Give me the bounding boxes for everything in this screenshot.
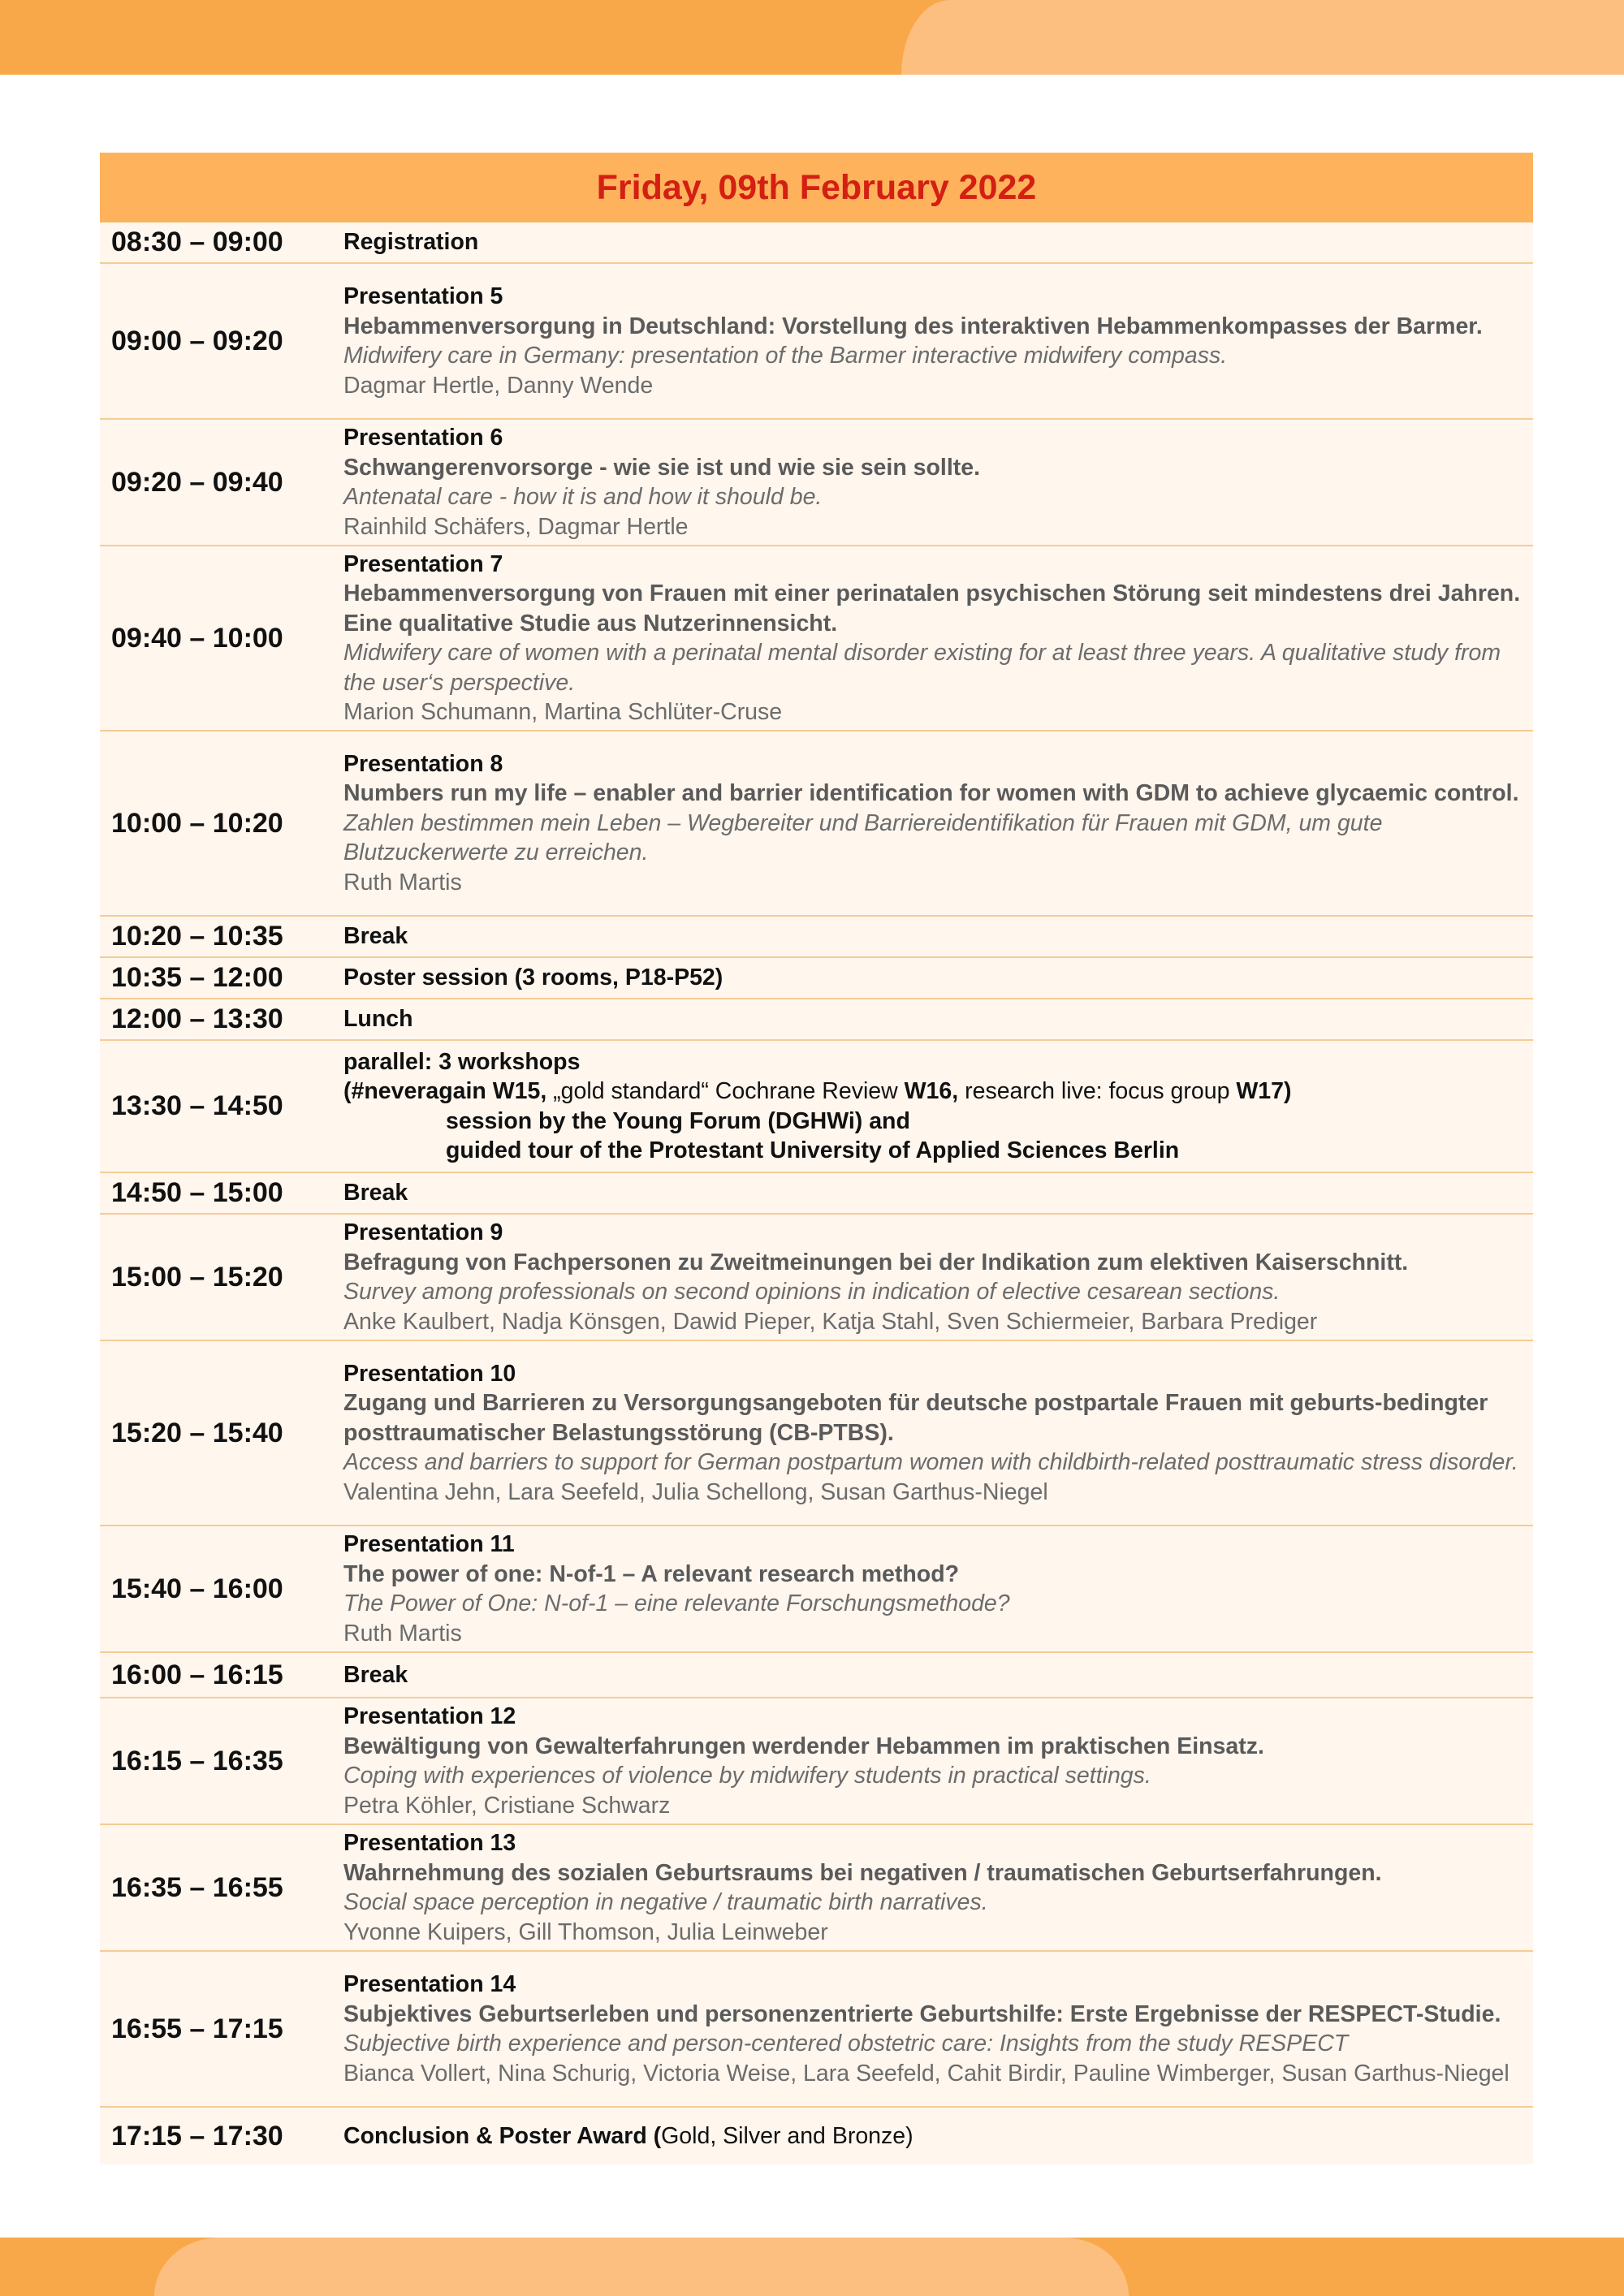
presentation-authors: Anke Kaulbert, Nadja Könsgen, Dawid Pieper, Katja Stahl, Sven Schiermeier, Barbara Prediger <box>343 1308 1318 1335</box>
presentation-authors: Rainhild Schäfers, Dagmar Hertle <box>343 513 689 540</box>
session-content <box>343 1215 1533 1340</box>
session-content <box>343 1825 1533 1950</box>
time-slot: 10:20 – 10:35 <box>111 921 283 952</box>
time-slot: 15:00 – 15:20 <box>111 1261 283 1293</box>
schedule-row-presentation-13 <box>100 1825 1533 1952</box>
presentation-title: Bewältigung von Gewalterfahrungen werdender Hebammen im praktischen Einsatz. <box>343 1733 1264 1759</box>
session-text: Registration <box>343 229 479 256</box>
presentation-translation: Survey among professionals on second opinions in indication of elective cesarean sections. <box>343 1279 1281 1305</box>
presentation-translation: Midwifery care in Germany: presentation of the Barmer interactive midwifery compass. <box>343 343 1228 369</box>
presentation-label: Presentation 11 <box>343 1531 515 1557</box>
top-decorative-band <box>0 0 1624 75</box>
presentation-authors: Ruth Martis <box>343 1620 462 1646</box>
award-categories: Gold, Silver and Bronze) <box>661 2122 914 2149</box>
schedule-row-break-3 <box>100 1653 1533 1698</box>
time-slot: 10:00 – 10:20 <box>111 807 283 839</box>
schedule-row-registration <box>100 222 1533 264</box>
session-content <box>343 278 1533 404</box>
presentation-authors: Valentina Jehn, Lara Seefeld, Julia Schellong, Susan Garthus-Niegel <box>343 1478 1048 1505</box>
time-slot: 16:55 – 17:15 <box>111 2013 283 2044</box>
time-slot: 15:40 – 16:00 <box>111 1573 283 1604</box>
conclusion-label: Conclusion & Poster Award ( <box>343 2122 662 2149</box>
workshops-list <box>343 1077 1525 1107</box>
presentation-authors: Petra Köhler, Cristiane Schwarz <box>343 1792 671 1819</box>
time-slot: 08:30 – 09:00 <box>111 227 283 257</box>
session-content <box>343 420 1533 545</box>
presentation-translation: The Power of One: N-of-1 – eine relevante Forschungsmethode? <box>343 1590 1010 1616</box>
time-slot: 15:20 – 15:40 <box>111 1417 283 1448</box>
schedule-row-conclusion <box>100 2108 1533 2164</box>
bottom-decorative-band <box>0 2238 1624 2296</box>
top-band-shade <box>901 0 1624 75</box>
time-slot: 10:35 – 12:00 <box>111 962 283 993</box>
session-content <box>343 1966 1533 2091</box>
session-text <box>343 2121 1533 2151</box>
schedule-row-presentation-6 <box>100 420 1533 546</box>
presentation-title: Zugang und Barrieren zu Versorgungsangeboten für deutsche postpartale Frauen mit geburts-bedingter posttraumatischer Belastungsstörung (CB-PTBS). <box>343 1390 1488 1446</box>
presentation-title: Befragung von Fachpersonen zu Zweitmeinungen bei der Indikation zum elektiven Kaiserschnitt. <box>343 1249 1409 1275</box>
presentation-authors: Marion Schumann, Martina Schlüter-Cruse <box>343 699 783 725</box>
workshop-w16-text: „gold standard“ Cochrane Review <box>546 1078 905 1104</box>
schedule-row-lunch <box>100 999 1533 1041</box>
schedule-row-workshops <box>100 1041 1533 1173</box>
presentation-label: Presentation 7 <box>343 550 503 577</box>
workshops-heading: parallel: 3 workshops <box>343 1048 581 1075</box>
time-slot: 09:20 – 09:40 <box>111 466 283 498</box>
presentation-label: Presentation 6 <box>343 425 503 451</box>
presentation-title: Hebammenversorgung von Frauen mit einer perinatalen psychischen Störung seit mindestens drei Jahren. Eine qualitative Studie aus Nutzerinnensicht. <box>343 580 1521 637</box>
presentation-translation: Access and barriers to support for German postpartum women with childbirth-related posttraumatic stress disorder. <box>343 1449 1518 1476</box>
presentation-title: Hebammenversorgung in Deutschland: Vorstellung des interaktiven Hebammenkompasses der Barmer. <box>343 313 1483 339</box>
session-content <box>343 1044 1533 1169</box>
session-text: Break <box>343 1661 408 1688</box>
bottom-band-shade <box>154 2238 1129 2296</box>
session-content <box>343 546 1533 731</box>
presentation-translation: Antenatal care - how it is and how it should be. <box>343 484 823 510</box>
schedule-row-presentation-11 <box>100 1526 1533 1653</box>
session-content <box>343 1698 1533 1823</box>
time-slot: 09:00 – 09:20 <box>111 325 283 356</box>
time-slot: 12:00 – 13:30 <box>111 1003 283 1034</box>
session-text: Break <box>343 1180 408 1206</box>
presentation-translation: Coping with experiences of violence by midwifery students in practical settings. <box>343 1763 1151 1789</box>
time-slot: 17:15 – 17:30 <box>111 2120 283 2151</box>
presentation-title: Schwangerenvorsorge - wie sie ist und wie sie sein sollte. <box>343 454 981 481</box>
presentation-label: Presentation 12 <box>343 1703 516 1729</box>
young-forum-session: session by the Young Forum (DGHWi) and <box>446 1107 910 1134</box>
schedule-row-presentation-9 <box>100 1215 1533 1341</box>
session-text: Break <box>343 923 408 950</box>
time-slot: 16:15 – 16:35 <box>111 1745 283 1776</box>
workshop-w16-code: W16, <box>904 1078 959 1104</box>
presentation-title: Numbers run my life – enabler and barrier identification for women with GDM to achieve glycaemic control. <box>343 780 1519 807</box>
workshop-w17-text: research live: focus group <box>958 1078 1237 1104</box>
presentation-authors: Yvonne Kuipers, Gill Thomson, Julia Leinweber <box>343 1918 828 1945</box>
schedule-row-break-1 <box>100 917 1533 958</box>
presentation-title: Subjektives Geburtserleben und personenzentrierte Geburtshilfe: Erste Ergebnisse der RESPECT-Studie. <box>343 2000 1501 2027</box>
presentation-translation: Social space perception in negative / traumatic birth narratives. <box>343 1889 988 1915</box>
presentation-label: Presentation 10 <box>343 1360 516 1387</box>
session-text: Lunch <box>343 1006 413 1033</box>
schedule-row-presentation-12 <box>100 1698 1533 1825</box>
schedule-row-break-2 <box>100 1173 1533 1215</box>
presentation-label: Presentation 14 <box>343 1971 516 1997</box>
schedule-table <box>100 153 1533 2164</box>
workshop-w15: (#neveragain W15, <box>343 1078 547 1104</box>
time-slot: 09:40 – 10:00 <box>111 622 283 654</box>
schedule-row-presentation-10 <box>100 1341 1533 1526</box>
schedule-row-presentation-14 <box>100 1952 1533 2108</box>
presentation-translation: Midwifery care of women with a perinatal mental disorder existing for at least three years. A qualitative study from the user‘s perspective. <box>343 640 1501 696</box>
presentation-label: Presentation 13 <box>343 1830 516 1856</box>
day-title: Friday, 09th February 2022 <box>596 167 1037 207</box>
presentation-translation: Subjective birth experience and person-centered obstetric care: Insights from the study RESPECT <box>343 2031 1349 2056</box>
time-slot: 13:30 – 14:50 <box>111 1090 283 1121</box>
presentation-title: Wahrnehmung des sozialen Geburtsraums bei negativen / traumatischen Geburtserfahrungen. <box>343 1859 1382 1886</box>
time-slot: 14:50 – 15:00 <box>111 1177 283 1208</box>
schedule-row-presentation-7 <box>100 546 1533 732</box>
time-slot: 16:35 – 16:55 <box>111 1871 283 1903</box>
presentation-label: Presentation 5 <box>343 283 503 309</box>
presentation-authors: Dagmar Hertle, Danny Wende <box>343 372 654 399</box>
presentation-authors: Bianca Vollert, Nina Schurig, Victoria Weise, Lara Seefeld, Cahit Birdir, Pauline Wimberger, Susan Garthus-Niegel <box>343 2060 1510 2087</box>
presentation-label: Presentation 9 <box>343 1219 503 1245</box>
presentation-translation: Zahlen bestimmen mein Leben – Wegbereiter und Barriereidentifikation für Frauen mit GDM, um gute Blutzuckerwerte zu erreichen. <box>343 809 1383 866</box>
session-content <box>343 746 1533 901</box>
guided-tour: guided tour of the Protestant University of Applied Sciences Berlin <box>446 1137 1180 1163</box>
schedule-row-presentation-5 <box>100 264 1533 420</box>
presentation-label: Presentation 8 <box>343 750 503 777</box>
session-content <box>343 1356 1533 1511</box>
workshop-w17-code: W17) <box>1236 1078 1292 1104</box>
session-content <box>343 1526 1533 1651</box>
schedule-row-presentation-8 <box>100 732 1533 917</box>
time-slot: 16:00 – 16:15 <box>111 1659 283 1690</box>
presentation-authors: Ruth Martis <box>343 869 462 896</box>
presentation-title: The power of one: N-of-1 – A relevant research method? <box>343 1560 960 1587</box>
schedule-row-poster-session <box>100 958 1533 999</box>
day-header <box>100 153 1533 222</box>
session-text: Poster session (3 rooms, P18-P52) <box>343 965 723 991</box>
